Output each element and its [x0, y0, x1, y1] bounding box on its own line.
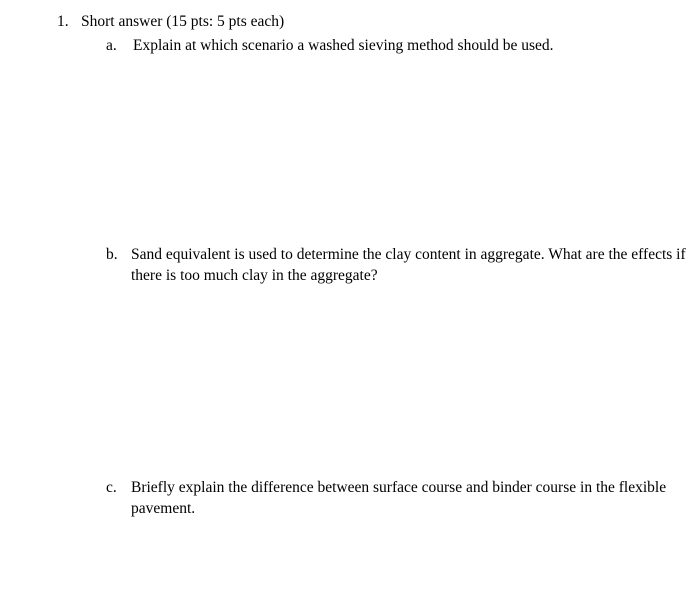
question-title: Short answer (15 pts: 5 pts each): [81, 13, 285, 30]
part-c-text-line-1: Briefly explain the difference between surface course and binder course in the flexible: [131, 479, 667, 496]
part-b-text-line-1: Sand equivalent is used to determine the clay content in aggregate. What are the effects if: [131, 246, 686, 263]
part-b-label: b.: [106, 246, 118, 263]
part-a-text: Explain at which scenario a washed sieving method should be used.: [133, 37, 554, 54]
part-a-label: a.: [106, 37, 117, 54]
part-c-text-line-2: pavement.: [131, 500, 196, 517]
part-c-label: c.: [106, 479, 117, 496]
part-b-text-line-2: there is too much clay in the aggregate?: [131, 267, 378, 284]
question-number: 1.: [57, 13, 69, 30]
